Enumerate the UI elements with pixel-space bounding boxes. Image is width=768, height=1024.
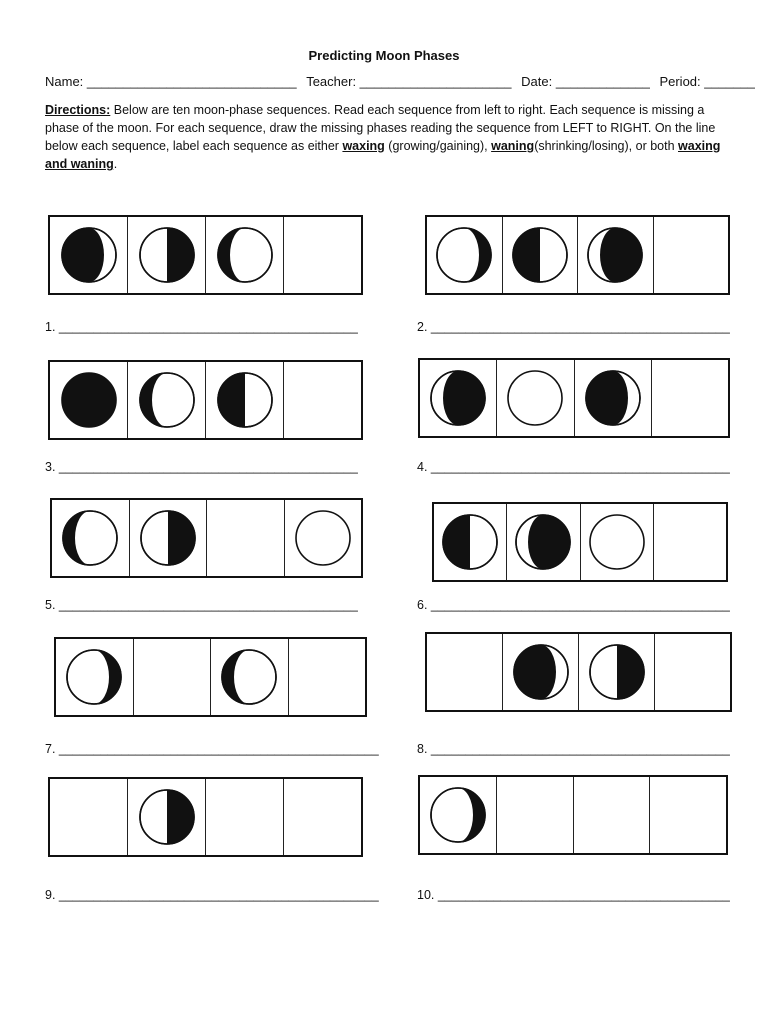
sequence-3 [48,360,363,440]
phase-cell[interactable] [420,360,497,436]
full-moon-icon [587,512,647,572]
blank-phase-cell[interactable] [134,639,212,715]
directions-paragraph [45,101,735,173]
blank-phase-cell[interactable] [289,639,366,715]
directions-text-3: (shrinking/losing), or both [534,139,679,153]
blank-phase-cell[interactable] [654,504,726,580]
blank-phase-cell[interactable] [497,777,574,853]
blank-phase-cell[interactable] [427,634,503,710]
sequence-4 [418,358,730,438]
date-field[interactable]: Date: _____________ [521,74,650,89]
waning-crescent-icon [219,647,279,707]
directions-text-1: Below are ten moon-phase sequences. Read each sequence from left to right. Each sequence is missing a phase of the moon. For each sequence, draw the missing phases reading the sequence from LEFT to RIGHT. On the line below each sequence, label each sequence as either [45,103,716,153]
blank-phase-cell[interactable] [206,779,284,855]
phase-cell[interactable] [128,217,206,293]
phase-cell[interactable] [50,362,128,438]
waxing-gibbous-icon [428,368,488,428]
waning-gibbous-icon [59,225,119,285]
last-quarter-icon [587,642,647,702]
directions-text-4: . [113,157,118,171]
blank-phase-cell[interactable] [50,779,128,855]
directions-both: waxing and waning [45,139,721,171]
phase-cell[interactable] [579,634,655,710]
name-field[interactable]: Name: _____________________________ [45,74,297,89]
first-quarter-icon [510,225,570,285]
blank-phase-cell[interactable] [654,217,729,293]
waning-crescent-icon [137,370,197,430]
answer-line-3[interactable]: 3. ___________________________________________ [45,460,358,474]
phase-cell[interactable] [128,362,206,438]
answer-line-5[interactable]: 5. ___________________________________________ [45,598,358,612]
phase-cell[interactable] [503,634,579,710]
phase-cell[interactable] [211,639,289,715]
new-moon-icon [59,370,119,430]
blank-phase-cell[interactable] [655,634,730,710]
directions-waxing: waxing [342,139,385,153]
directions-lead: Directions: [45,103,111,117]
full-moon-icon [293,508,353,568]
phase-cell[interactable] [427,217,503,293]
phase-cell[interactable] [285,500,362,576]
teacher-field[interactable]: Teacher: _____________________ [306,74,512,89]
phase-cell[interactable] [434,504,507,580]
last-quarter-icon [137,787,197,847]
sequence-8 [425,632,732,712]
answer-line-2[interactable]: 2. ___________________________________________ [417,320,730,334]
waning-gibbous-icon [583,368,643,428]
answer-line-8[interactable]: 8. ___________________________________________ [417,742,730,756]
phase-cell[interactable] [206,217,284,293]
waxing-gibbous-icon [513,512,573,572]
phase-cell[interactable] [507,504,580,580]
answer-line-1[interactable]: 1. ___________________________________________ [45,320,358,334]
phase-cell[interactable] [206,362,284,438]
period-field[interactable]: Period: _______ [659,74,755,89]
blank-phase-cell[interactable] [284,362,361,438]
waxing-crescent-icon [434,225,494,285]
phase-cell[interactable] [128,779,206,855]
blank-phase-cell[interactable] [650,777,726,853]
answer-line-7[interactable]: 7. ______________________________________________ [45,742,379,756]
page-title: Predicting Moon Phases [308,48,460,63]
phase-cell[interactable] [581,504,654,580]
last-quarter-icon [137,225,197,285]
blank-phase-cell[interactable] [652,360,728,436]
waxing-gibbous-icon [585,225,645,285]
sequence-5 [50,498,363,578]
phase-cell[interactable] [578,217,654,293]
blank-phase-cell[interactable] [284,217,361,293]
answer-line-10[interactable]: 10. __________________________________________ [417,888,730,902]
waning-gibbous-icon [511,642,571,702]
last-quarter-icon [138,508,198,568]
full-moon-icon [505,368,565,428]
directions-text-2: (growing/gaining), [384,139,492,153]
phase-cell[interactable] [52,500,130,576]
header-fields [45,74,755,89]
waxing-crescent-icon [428,785,488,845]
answer-line-9[interactable]: 9. ______________________________________________ [45,888,379,902]
first-quarter-icon [440,512,500,572]
phase-cell[interactable] [420,777,497,853]
waning-crescent-icon [215,225,275,285]
phase-cell[interactable] [575,360,652,436]
blank-phase-cell[interactable] [284,779,361,855]
sequence-10 [418,775,728,855]
phase-cell[interactable] [56,639,134,715]
blank-phase-cell[interactable] [207,500,285,576]
phase-cell[interactable] [50,217,128,293]
waxing-crescent-icon [64,647,124,707]
answer-line-4[interactable]: 4. ___________________________________________ [417,460,730,474]
phase-cell[interactable] [497,360,574,436]
sequence-9 [48,777,363,857]
sequence-6 [432,502,728,582]
waning-crescent-icon [60,508,120,568]
directions-waning: waning [491,139,535,153]
sequence-1 [48,215,363,295]
sequence-2 [425,215,730,295]
first-quarter-icon [215,370,275,430]
phase-cell[interactable] [130,500,208,576]
sequence-7 [54,637,367,717]
phase-cell[interactable] [503,217,579,293]
blank-phase-cell[interactable] [574,777,651,853]
answer-line-6[interactable]: 6. ___________________________________________ [417,598,730,612]
